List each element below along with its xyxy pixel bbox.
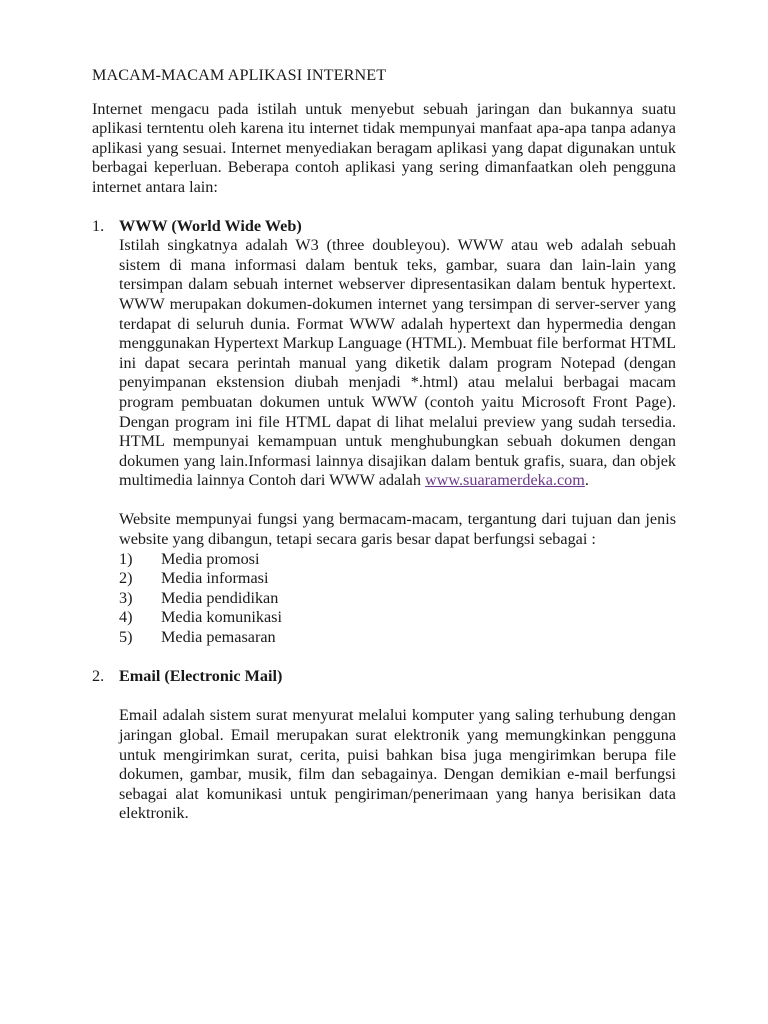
document-title: MACAM-MACAM APLIKASI INTERNET — [92, 66, 387, 84]
section-body-text: Istilah singkatnya adalah W3 (three doubleyou). WWW atau web adalah sebuah sistem di mana informasi dalam bentuk teks, gambar, suara dan lain-lain yang tersimpan dalam sebuah internet webserver dipresentasikan dalam bentuk hypertext. WWW merupakan dokumen-dokumen internet yang tersimpan di server-server yang terdapat di seluruh dunia. Format WWW adalah hypertext dan hypermedia dengan menggunakan Hypertext Markup Language (HTML). Membuat file berformat HTML ini dapat secara perintah manual yang diketik dalam program Notepad (dengan penyimpanan ekstension diubah menjadi *.html) atau melalui berbagai macam program pembuatan dokumen untuk WWW (contoh yaitu Microsoft Front Page). Dengan program ini file HTML dapat di lihat melalui preview yang sudah tersedia. HTML mempunyai kemampuan untuk menghubungkan sebuah dokumen dengan dokumen yang lain.Informasi lainnya disajikan dalam bentuk grafis, suara, dan objek multimedia lainnya Contoh dari WWW adalah — [119, 236, 676, 490]
list-item-text: Media pemasaran — [161, 628, 276, 647]
section-email — [92, 667, 676, 824]
list-item-text: Media komunikasi — [161, 608, 282, 627]
list-item — [119, 608, 676, 628]
section-title: WWW (World Wide Web) — [119, 216, 302, 235]
list-item — [119, 569, 676, 589]
section-body-end: . — [584, 471, 589, 490]
website-functions-list — [119, 550, 676, 648]
list-item — [119, 628, 676, 648]
list-item-text: Media pendidikan — [161, 588, 279, 607]
list-item — [119, 589, 676, 609]
section-body — [119, 236, 676, 491]
section-title: Email (Electronic Mail) — [119, 667, 283, 686]
list-item — [119, 550, 676, 570]
list-item-text: Media promosi — [161, 549, 260, 568]
list-item-number: 4) — [119, 608, 133, 627]
suaramerdeka-link[interactable]: www.suaramerdeka.com — [424, 471, 585, 490]
section-body: Email adalah sistem surat menyurat melalui komputer yang saling terhubung dengan jaringan global. Email merupakan surat elektronik yang memungkinkan pengguna untuk mengirimkan surat, cerita, puisi bahkan bisa juga mengirimkan berupa file dokumen, gambar, musik, film dan sebagainya. Dengan demikian e-mail berfungsi sebagai alat komunikasi untuk pengiriman/penerimaan yang hanya berisikan data elektronik. — [119, 706, 676, 823]
document-page — [92, 66, 676, 824]
list-item-number: 3) — [119, 588, 133, 607]
list-item-text: Media informasi — [161, 569, 269, 588]
website-functions-paragraph: Website mempunyai fungsi yang bermacam-macam, tergantung dari tujuan dan jenis website yang dibangun, tetapi secara garis besar dapat berfungsi sebagai : — [119, 510, 676, 549]
spacer — [92, 648, 676, 668]
section-number: 2. — [92, 667, 105, 686]
spacer — [119, 687, 676, 707]
list-item-number: 2) — [119, 569, 133, 588]
list-item-number: 5) — [119, 628, 133, 647]
spacer — [119, 491, 676, 511]
section-www — [92, 217, 676, 648]
section-number: 1. — [92, 216, 105, 235]
list-item-number: 1) — [119, 549, 133, 568]
intro-paragraph: Internet mengacu pada istilah untuk menyebut sebuah jaringan dan bukannya suatu aplikasi terntentu oleh karena itu internet tidak mempunyai manfaat apa-apa tanpa adanya aplikasi yang sesuai. Internet menyediakan beragam aplikasi yang dapat digunakan untuk berbagai keperluan. Beberapa contoh aplikasi yang sering dimanfaatkan oleh pengguna internet antara lain: — [92, 99, 676, 196]
